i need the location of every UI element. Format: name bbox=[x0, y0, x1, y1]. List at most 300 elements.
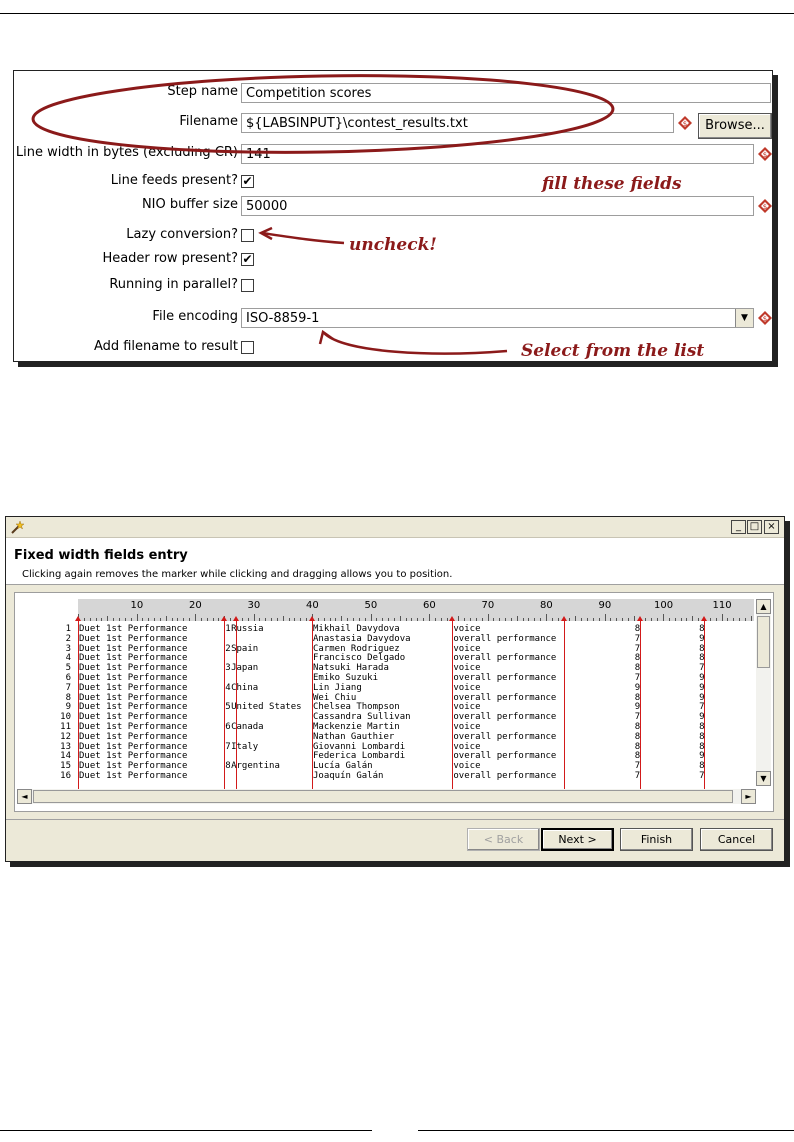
ruler-tick bbox=[458, 616, 459, 621]
ruler-tick bbox=[698, 618, 699, 621]
minimize-icon: _ bbox=[736, 521, 741, 532]
ruler-tick bbox=[739, 618, 740, 621]
file-encoding-label: File encoding bbox=[152, 309, 238, 324]
row-cell-s2: 9 bbox=[699, 682, 705, 693]
horizontal-scrollbar[interactable] bbox=[17, 789, 756, 804]
row-cell-event: Duet 1st Performance bbox=[79, 771, 188, 781]
row-cell-event: Duet 1st Performance bbox=[79, 692, 188, 703]
ruler-tick bbox=[511, 618, 512, 621]
browse-label: Browse... bbox=[705, 118, 765, 133]
annotation-uncheck: uncheck! bbox=[349, 235, 437, 255]
ruler-tick bbox=[376, 618, 377, 621]
row-cell-type: voice bbox=[453, 741, 481, 752]
row-cell-type: overall performance bbox=[453, 712, 557, 723]
ruler-tick bbox=[505, 618, 506, 621]
ruler-tick bbox=[183, 618, 184, 621]
ruler-number: 100 bbox=[654, 600, 674, 611]
row-cell-type: voice bbox=[453, 624, 481, 634]
ruler-tick bbox=[722, 614, 723, 621]
ruler-tick bbox=[558, 618, 559, 621]
wizard-header bbox=[6, 538, 784, 585]
scroll-left-icon[interactable]: ◄ bbox=[17, 789, 32, 804]
row-cell-name: Chelsea Thompson bbox=[313, 702, 400, 713]
row-cell-s1: 7 bbox=[634, 643, 641, 654]
row-cell-type: overall performance bbox=[453, 633, 557, 644]
row-cell-s2: 7 bbox=[699, 771, 705, 781]
ruler-tick bbox=[523, 618, 524, 621]
line-feeds-label: Line feeds present? bbox=[110, 173, 238, 188]
ruler-tick bbox=[610, 618, 611, 621]
row-cell-event: Duet 1st Performance bbox=[79, 761, 188, 772]
ruler-tick bbox=[148, 618, 149, 621]
ruler-tick bbox=[441, 618, 442, 621]
field-marker-arrow-icon[interactable] bbox=[449, 616, 455, 621]
ruler-number: 10 bbox=[130, 600, 144, 611]
row-cell-s1: 8 bbox=[634, 722, 641, 732]
row-number: 10 bbox=[60, 712, 71, 723]
row-cell-event: Duet 1st Performance bbox=[79, 702, 188, 713]
ruler-tick bbox=[394, 618, 395, 621]
nio-buffer-input[interactable]: 50000 bbox=[241, 196, 754, 216]
ruler-tick bbox=[324, 618, 325, 621]
bottom-rule-left bbox=[0, 1130, 372, 1131]
field-marker-arrow-icon[interactable] bbox=[233, 616, 239, 621]
svg-text:$: $ bbox=[762, 203, 768, 211]
row-cell-name: Natsuki Harada bbox=[313, 663, 389, 674]
ruler-tick bbox=[113, 618, 114, 621]
row-number: 13 bbox=[60, 741, 71, 752]
row-cell-s2: 9 bbox=[699, 633, 705, 644]
scroll-right-icon[interactable]: ► bbox=[741, 789, 756, 804]
row-cell-event: Duet 1st Performance bbox=[79, 712, 188, 723]
ruler-tick bbox=[119, 618, 120, 621]
ruler-tick bbox=[359, 618, 360, 621]
close-icon: × bbox=[767, 521, 776, 532]
ruler-number: 70 bbox=[481, 600, 495, 611]
ruler-tick bbox=[663, 614, 664, 621]
horizontal-scroll-thumb[interactable] bbox=[33, 790, 733, 803]
row-cell-s1: 8 bbox=[634, 751, 641, 762]
row-cell-event: Duet 1st Performance bbox=[79, 751, 188, 762]
ruler-tick bbox=[388, 618, 389, 621]
row-cell-s2: 9 bbox=[699, 692, 705, 703]
row-cell-id: 5 bbox=[225, 702, 231, 713]
ruler-number: 90 bbox=[598, 600, 612, 611]
annotation-overlay bbox=[14, 71, 772, 361]
ruler-tick bbox=[125, 618, 126, 621]
ruler-tick bbox=[476, 618, 477, 621]
row-cell-s2: 8 bbox=[699, 741, 705, 752]
ruler-number: 20 bbox=[189, 600, 202, 611]
annotation-arrow-uncheck bbox=[262, 233, 344, 243]
row-cell-type: voice bbox=[453, 643, 481, 654]
row-cell-s1: 9 bbox=[634, 682, 641, 693]
column-ruler[interactable] bbox=[78, 599, 754, 621]
back-button[interactable]: < Back bbox=[467, 828, 540, 851]
next-button[interactable]: Next > bbox=[541, 828, 614, 851]
row-cell-country: Russia bbox=[231, 624, 264, 634]
row-cell-event: Duet 1st Performance bbox=[79, 722, 188, 732]
row-cell-s1: 7 bbox=[634, 633, 641, 644]
annotation-select-list: Select from the list bbox=[521, 341, 705, 361]
ruler-tick bbox=[335, 618, 336, 621]
filename-label: Filename bbox=[179, 114, 238, 129]
row-cell-s2: 9 bbox=[699, 751, 705, 762]
ruler-tick bbox=[166, 616, 167, 621]
ruler-tick bbox=[651, 618, 652, 621]
ruler-tick bbox=[318, 618, 319, 621]
check-mark-icon: ✔ bbox=[242, 252, 253, 266]
annotation-ellipse bbox=[32, 71, 613, 157]
row-number: 12 bbox=[60, 731, 71, 742]
row-cell-type: voice bbox=[453, 702, 481, 713]
row-cell-country: Japan bbox=[231, 663, 259, 674]
field-marker-arrow-icon[interactable] bbox=[701, 616, 707, 621]
ruler-tick bbox=[411, 618, 412, 621]
row-cell-s1: 8 bbox=[634, 663, 641, 674]
ruler-tick bbox=[470, 618, 471, 621]
row-cell-s2: 7 bbox=[699, 702, 705, 713]
row-cell-country: Spain bbox=[231, 643, 259, 654]
maximize-icon: □ bbox=[749, 521, 760, 532]
row-number: 3 bbox=[65, 643, 71, 654]
ruler-tick bbox=[686, 618, 687, 621]
ruler-tick bbox=[341, 616, 342, 621]
file-encoding-value: ISO-8859-1 bbox=[246, 311, 320, 326]
annotation-arrowhead-select bbox=[320, 332, 333, 344]
row-cell-event: Duet 1st Performance bbox=[79, 653, 188, 664]
ruler-tick bbox=[195, 614, 196, 621]
ruler-tick bbox=[400, 616, 401, 621]
ruler-tick bbox=[259, 618, 260, 621]
row-cell-s1: 8 bbox=[634, 731, 641, 742]
row-number: 8 bbox=[65, 692, 71, 703]
ruler-tick bbox=[587, 618, 588, 621]
vertical-scroll-thumb[interactable] bbox=[757, 616, 770, 668]
ruler-tick bbox=[306, 618, 307, 621]
field-marker-arrow-icon[interactable] bbox=[75, 616, 81, 621]
ruler-tick bbox=[488, 614, 489, 621]
ruler-tick bbox=[172, 618, 173, 621]
row-cell-id: 8 bbox=[225, 761, 231, 772]
row-cell-s2: 8 bbox=[699, 624, 705, 634]
row-cell-id: 7 bbox=[225, 741, 231, 752]
row-cell-s2: 7 bbox=[699, 663, 705, 674]
row-cell-country: China bbox=[231, 682, 259, 693]
ruler-tick bbox=[213, 618, 214, 621]
ruler-tick bbox=[692, 616, 693, 621]
ruler-tick bbox=[406, 618, 407, 621]
ruler-number: 110 bbox=[712, 600, 732, 611]
ruler-number: 30 bbox=[247, 600, 261, 611]
row-cell-event: Duet 1st Performance bbox=[79, 643, 188, 654]
ruler-tick bbox=[540, 618, 541, 621]
row-cell-id: 2 bbox=[225, 643, 231, 654]
ruler-tick bbox=[371, 614, 372, 621]
line-width-label: Line width in bytes (excluding CR) bbox=[15, 145, 238, 160]
ruler-tick bbox=[645, 618, 646, 621]
wizard-wand-icon bbox=[10, 520, 24, 534]
ruler-tick bbox=[616, 618, 617, 621]
row-cell-event: Duet 1st Performance bbox=[79, 682, 188, 693]
ruler-tick bbox=[605, 614, 606, 621]
row-cell-type: voice bbox=[453, 663, 481, 674]
row-cell-id: 6 bbox=[225, 722, 231, 732]
ruler-tick bbox=[201, 618, 202, 621]
row-cell-event: Duet 1st Performance bbox=[79, 731, 188, 742]
ruler-tick bbox=[447, 618, 448, 621]
vertical-scrollbar[interactable] bbox=[756, 599, 771, 786]
ruler-number: 60 bbox=[423, 600, 436, 611]
row-cell-event: Duet 1st Performance bbox=[79, 741, 188, 752]
ruler-number: 40 bbox=[306, 600, 319, 611]
row-cell-s2: 9 bbox=[699, 712, 705, 723]
ruler-tick bbox=[482, 618, 483, 621]
row-cell-id: 3 bbox=[225, 663, 231, 674]
parallel-label: Running in parallel? bbox=[109, 277, 238, 292]
ruler-tick bbox=[330, 618, 331, 621]
row-cell-name: Federica Lombardi bbox=[313, 751, 406, 762]
button-bar-divider bbox=[6, 819, 784, 820]
row-cell-type: overall performance bbox=[453, 653, 557, 664]
ruler-tick bbox=[628, 618, 629, 621]
row-number: 16 bbox=[60, 771, 71, 781]
ruler-number: 80 bbox=[540, 600, 553, 611]
row-cell-type: overall performance bbox=[453, 692, 557, 703]
ruler-tick bbox=[534, 618, 535, 621]
ruler-tick bbox=[84, 618, 85, 621]
svg-text:$: $ bbox=[762, 151, 768, 159]
ruler-tick bbox=[107, 616, 108, 621]
row-cell-s2: 8 bbox=[699, 722, 705, 732]
row-cell-s1: 8 bbox=[634, 653, 641, 664]
ruler-tick bbox=[289, 618, 290, 621]
ruler-number: 50 bbox=[364, 600, 378, 611]
row-cell-event: Duet 1st Performance bbox=[79, 673, 188, 683]
row-cell-s2: 8 bbox=[699, 643, 705, 654]
ruler-tick bbox=[131, 618, 132, 621]
ruler-tick bbox=[716, 618, 717, 621]
cancel-button[interactable]: Cancel bbox=[700, 828, 773, 851]
row-cell-type: overall performance bbox=[453, 751, 557, 762]
ruler-tick bbox=[365, 618, 366, 621]
row-cell-s1: 7 bbox=[634, 712, 641, 723]
field-marker-arrow-icon[interactable] bbox=[309, 616, 315, 621]
row-cell-name: Nathan Gauthier bbox=[313, 731, 395, 742]
ruler-tick bbox=[207, 618, 208, 621]
ruler-tick bbox=[294, 618, 295, 621]
row-cell-name: Carmen Rodriguez bbox=[313, 643, 400, 654]
ruler-tick bbox=[499, 618, 500, 621]
ruler-tick bbox=[710, 618, 711, 621]
svg-text:$: $ bbox=[682, 120, 688, 128]
ruler-tick bbox=[154, 618, 155, 621]
field-marker-arrow-icon[interactable] bbox=[221, 616, 227, 621]
ruler-tick bbox=[90, 618, 91, 621]
close-button[interactable] bbox=[764, 520, 779, 534]
chevron-down-icon[interactable]: ▼ bbox=[735, 309, 753, 327]
ruler-tick bbox=[189, 618, 190, 621]
check-mark-icon: ✔ bbox=[242, 174, 253, 188]
ruler-tick bbox=[493, 618, 494, 621]
row-cell-id: 4 bbox=[225, 682, 231, 693]
bottom-rule-right bbox=[418, 1130, 794, 1131]
row-cell-name: Wei Chiu bbox=[313, 692, 357, 703]
row-cell-s2: 8 bbox=[699, 731, 705, 742]
row-cell-type: overall performance bbox=[453, 771, 557, 781]
row-cell-type: overall performance bbox=[453, 673, 557, 683]
row-cell-event: Duet 1st Performance bbox=[79, 663, 188, 674]
ruler-tick bbox=[581, 618, 582, 621]
lazy-conversion-label: Lazy conversion? bbox=[126, 227, 238, 242]
filename-input[interactable]: ${LABSINPUT}\contest_results.txt bbox=[241, 113, 674, 133]
ruler-tick bbox=[254, 614, 255, 621]
row-cell-name: Lin Jiang bbox=[313, 682, 362, 693]
row-cell-s1: 7 bbox=[634, 771, 641, 781]
ruler-tick bbox=[177, 618, 178, 621]
row-cell-s1: 8 bbox=[634, 692, 641, 703]
top-rule bbox=[0, 13, 794, 14]
ruler-tick bbox=[528, 618, 529, 621]
nio-buffer-label: NIO buffer size bbox=[141, 197, 238, 212]
ruler-tick bbox=[733, 618, 734, 621]
fixed-width-wizard-window bbox=[5, 516, 785, 862]
ruler-tick bbox=[160, 618, 161, 621]
row-cell-id: 1 bbox=[225, 624, 231, 634]
scroll-up-icon[interactable]: ▲ bbox=[756, 599, 771, 614]
ruler-tick bbox=[142, 618, 143, 621]
row-cell-name: Mikhail Davydova bbox=[313, 624, 400, 634]
ruler-tick bbox=[242, 618, 243, 621]
field-marker-line[interactable] bbox=[564, 619, 565, 789]
field-marker-arrow-icon[interactable] bbox=[637, 616, 643, 621]
ruler-tick bbox=[300, 618, 301, 621]
ruler-tick bbox=[727, 618, 728, 621]
minimize-button[interactable] bbox=[731, 520, 746, 534]
ruler-tick bbox=[137, 614, 138, 621]
maximize-button[interactable] bbox=[747, 520, 762, 534]
row-number: 1 bbox=[65, 624, 71, 634]
ruler-tick bbox=[575, 616, 576, 621]
row-cell-name: Emiko Suzuki bbox=[313, 673, 379, 683]
annotation-fill-fields: fill these fields bbox=[542, 174, 682, 194]
ruler-tick bbox=[417, 618, 418, 621]
row-cell-name: Anastasia Davydova bbox=[313, 633, 411, 644]
ruler-tick bbox=[218, 618, 219, 621]
row-cell-type: voice bbox=[453, 682, 481, 693]
ruler-tick bbox=[96, 618, 97, 621]
row-cell-s1: 9 bbox=[634, 702, 641, 713]
row-cell-name: Lucía Galán bbox=[313, 761, 373, 772]
ruler-tick bbox=[248, 618, 249, 621]
ruler-tick bbox=[681, 618, 682, 621]
row-cell-name: Cassandra Sullivan bbox=[313, 712, 411, 723]
ruler-tick bbox=[622, 618, 623, 621]
row-cell-name: Francisco Delgado bbox=[313, 653, 406, 664]
ruler-tick bbox=[265, 618, 266, 621]
annotation-arrow-select bbox=[324, 333, 507, 354]
wizard-title: Fixed width fields entry bbox=[14, 548, 188, 563]
row-number: 15 bbox=[60, 761, 71, 772]
fixed-width-canvas[interactable] bbox=[14, 592, 774, 812]
ruler-tick bbox=[464, 618, 465, 621]
row-cell-name: Mackenzie Martin bbox=[313, 722, 400, 732]
row-cell-s1: 7 bbox=[634, 761, 641, 772]
ruler-tick bbox=[517, 616, 518, 621]
row-cell-name: Joaquín Galán bbox=[313, 771, 384, 781]
row-number: 11 bbox=[60, 722, 71, 732]
ruler-tick bbox=[435, 618, 436, 621]
ruler-tick bbox=[593, 618, 594, 621]
row-cell-s1: 7 bbox=[634, 673, 641, 683]
row-cell-s1: 8 bbox=[634, 741, 641, 752]
row-cell-type: overall performance bbox=[453, 731, 557, 742]
row-cell-country: United States bbox=[231, 702, 302, 713]
row-cell-type: voice bbox=[453, 761, 481, 772]
ruler-tick bbox=[745, 618, 746, 621]
row-cell-s1: 8 bbox=[634, 624, 641, 634]
ruler-tick bbox=[271, 618, 272, 621]
row-number: 2 bbox=[65, 633, 71, 644]
header-row-label: Header row present? bbox=[102, 251, 238, 266]
ruler-tick bbox=[353, 618, 354, 621]
row-cell-country: Italy bbox=[231, 741, 259, 752]
row-number: 14 bbox=[60, 751, 71, 762]
ruler-tick bbox=[634, 616, 635, 621]
ruler-tick bbox=[283, 616, 284, 621]
row-cell-s2: 8 bbox=[699, 653, 705, 664]
row-cell-event: Duet 1st Performance bbox=[79, 624, 188, 634]
row-number: 9 bbox=[65, 702, 71, 713]
ruler-tick bbox=[277, 618, 278, 621]
row-cell-name: Giovanni Lombardi bbox=[313, 741, 406, 752]
title-bar bbox=[6, 517, 784, 538]
row-cell-s2: 9 bbox=[699, 673, 705, 683]
line-width-input[interactable]: 141 bbox=[241, 144, 754, 164]
row-number: 6 bbox=[65, 673, 71, 683]
row-cell-type: voice bbox=[453, 722, 481, 732]
row-cell-event: Duet 1st Performance bbox=[79, 633, 188, 644]
ruler-tick bbox=[675, 618, 676, 621]
ruler-tick bbox=[429, 614, 430, 621]
add-filename-label: Add filename to result bbox=[93, 339, 238, 354]
ruler-tick bbox=[552, 618, 553, 621]
finish-button[interactable]: Finish bbox=[620, 828, 693, 851]
row-cell-country: Canada bbox=[231, 722, 264, 732]
ruler-tick bbox=[569, 618, 570, 621]
field-marker-arrow-icon[interactable] bbox=[561, 616, 567, 621]
ruler-tick bbox=[669, 618, 670, 621]
wizard-description: Clicking again removes the marker while clicking and dragging allows you to position. bbox=[22, 569, 453, 580]
row-cell-country: Argentina bbox=[231, 761, 280, 772]
ruler-tick bbox=[546, 614, 547, 621]
ruler-tick bbox=[751, 616, 752, 621]
ruler-tick bbox=[423, 618, 424, 621]
scroll-down-icon[interactable]: ▼ bbox=[756, 771, 771, 786]
row-number: 5 bbox=[65, 663, 71, 674]
row-number: 7 bbox=[65, 682, 71, 693]
row-number: 4 bbox=[65, 653, 71, 664]
ruler-tick bbox=[230, 618, 231, 621]
ruler-tick bbox=[101, 618, 102, 621]
step-name-input[interactable]: Competition scores bbox=[241, 83, 771, 103]
ruler-tick bbox=[657, 618, 658, 621]
ruler-tick bbox=[599, 618, 600, 621]
ruler-tick bbox=[382, 618, 383, 621]
text-file-input-dialog bbox=[13, 70, 773, 362]
ruler-tick bbox=[347, 618, 348, 621]
step-name-label: Step name bbox=[167, 84, 238, 99]
